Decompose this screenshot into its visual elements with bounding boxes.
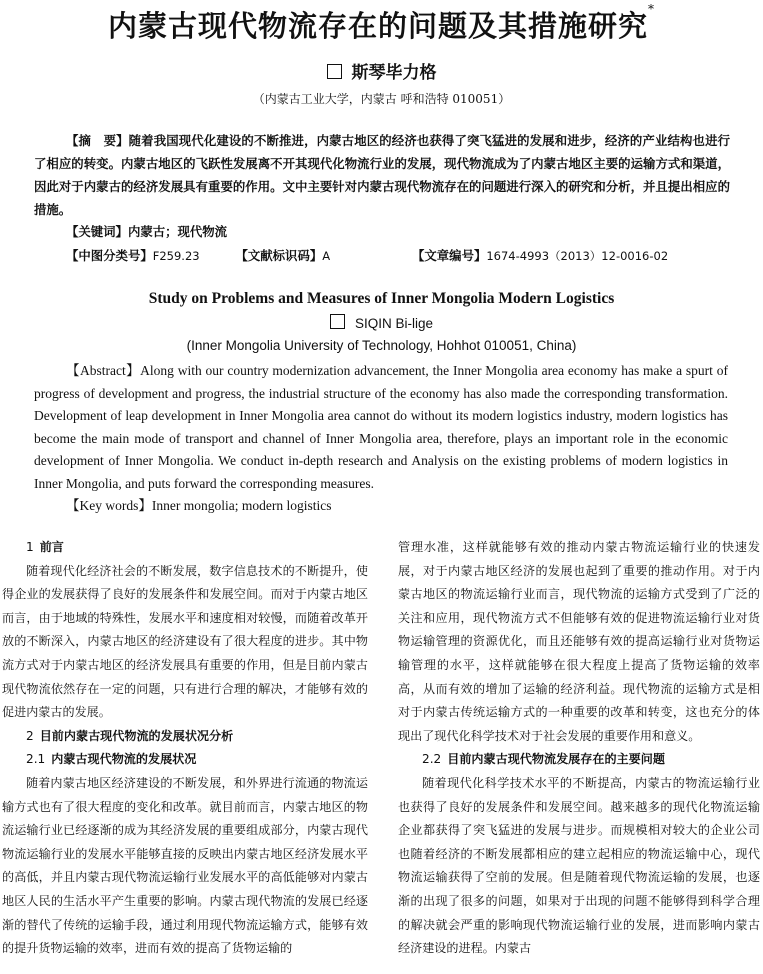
doc-code-value: A [322,249,331,263]
english-keywords: 【Key words】Inner mongolia; modern logistics [66,498,332,513]
footnote-mark: * [648,2,655,16]
class-value: F259.23 [152,249,200,263]
section-heading-2: 2 目前内蒙古现代物流的发展状况分析 [26,728,234,743]
english-title: Study on Problems and Measures of Inner Mongolia Modern Logistics [148,290,615,307]
abstract-cn: 【摘 要】随着我国现代化建设的不断推进，内蒙古地区的经济也获得了突飞猛进的发展和进步，经济的产业结构也进行了相应的转变。内蒙古地区的飞跃性发展离不开其现代化物流行业的发展，现代物流成为了内蒙古地区主要的运输方式和渠道，因此对于内蒙古的经济发展具有重要的作用。文中主要针对内蒙古现代物流存在的问题进行深入的研究和分析，并且提出相应的措施。 [34,133,730,217]
paper-title: 内蒙古现代物流存在的问题及其措施研究* [107,2,655,43]
english-abstract: 【Abstract】Along with our country modernization advancement, the Inner Mongolia area economy has make a spurt of progress of development and progress, the industrial structure of the economy has also made the corresponding transformation. Development of leap development in Inner Mongolia area cannot do without its modern logistics industry, modern logistics has become the main mode of transport and channel of Inner Mongolia area, therefore, plays an important role in the economic development of Inner Mongolia. We conduct in-depth research and Analysis on the existing problems of modern logistics in Inner Mongolia, and puts forward the corresponding measures. [34,363,728,491]
paragraph-2-1-cont: 管理水准，这样就能够有效的推动内蒙古物流运输行业的快速发展，对于内蒙古地区经济的发展也起到了重要的推动作用。对于内蒙古地区的物流运输行业而言，现代物流的运输方式受到了广泛的关注和应用，现代物流方式不但能够有效的促进物流运输行业对货物运输管理的资源优化，而且还能够有效的提高运输行业对货物运输管理的水平，这样就能够在很大程度上提高了货物运输的效率高，从而有效的增加了运输的经济利益。现代物流的运输方式是相对于内蒙古传统运输方式的一种重要的改革和转变，这也充分的体现出了现代化科学技术对于社会发展的重要作用和意义。 [398,540,760,743]
paragraph-2-2: 随着现代化科学技术水平的不断提高，内蒙古的物流运输行业也获得了良好的发展条件和发展空间。越来越多的现代化物流运输企业都获得了突飞猛进的发展与进步。而规模相对较大的企业公司也随着经济的不断发展都相应的建立起相应的物流运输中心，现代物流运输获得了空前的发展。但是随着现代物流运输的发展，也逐渐的出现了很多的问题，如果对于出现的问题不能够得到科学合理的解决就会严重的影响现代物流运输行业的发展，进而影响内蒙古经济建设的进程。内蒙古 [398,775,760,956]
class-label: 【中图分类号】 [66,248,153,263]
english-keywords-label: 【Key words】 [66,498,152,513]
right-column [398,536,760,961]
author-cn: 斯琴毕力格 [0,58,763,83]
article-no-value: 1674-4993（2013）12-0016-02 [486,249,669,263]
left-column [2,536,368,961]
article-no-label: 【文章编号】 [412,248,487,263]
section-heading-2-2: 2.2 目前内蒙古现代物流发展存在的主要问题 [422,752,665,767]
section-heading-2-1: 2.1 内蒙古现代物流的发展状况 [26,752,197,767]
classification-row [66,246,668,264]
keywords-cn: 【关键词】内蒙古；现代物流 [66,224,228,239]
doc-code-label: 【文献标识码】 [235,248,323,263]
english-affiliation: (Inner Mongolia University of Technology, Hohhot 010051, China) [186,338,577,353]
square-icon [327,64,342,79]
section-heading-1: 1 前言 [26,540,64,554]
affiliation-cn: （内蒙古工业大学，内蒙古 呼和浩特 010051） [252,92,511,106]
paragraph-2-1: 随着内蒙古地区经济建设的不断发展，和外界进行流通的物流运输方式也有了很大程度的变化和改革。就目前而言，内蒙古地区的物流运输行业已经逐渐的成为其经济发展的重要组成部分，内蒙古现代物流运输行业的发展水平能够直接的反映出内蒙古地区经济发展水平的高低，并且内蒙古现代物流运输行业发展水平的高低能够对内蒙古地区人民的生活水平产生重要的影响。内蒙古现代物流的发展已经逐渐的替代了传统的运输手段，通过利用现代物流运输方式，能够有效的提升货物运输的效率，进而有效的提高了货物运输的 [2,775,368,956]
paragraph-intro: 随着现代化经济社会的不断发展，数字信息技术的不断提升，使得企业的发展获得了良好的发展条件和发展空间。而对于内蒙古地区而言，由于地域的特殊性，发展水平和速度相对较慢，而随着改革开放的不断深入，内蒙古地区的经济建设有了很大程度的进步。其中物流方式对于内蒙古地区的经济发展具有重要的作用，但是目前内蒙古现代物流依然存在一定的问题，只有进行合理的解决，才能够有效的促进内蒙古的发展。 [2,563,368,720]
english-abstract-label: 【Abstract】 [66,363,141,378]
square-icon [330,314,345,329]
english-author: SIQIN Bi-lige [0,314,763,331]
